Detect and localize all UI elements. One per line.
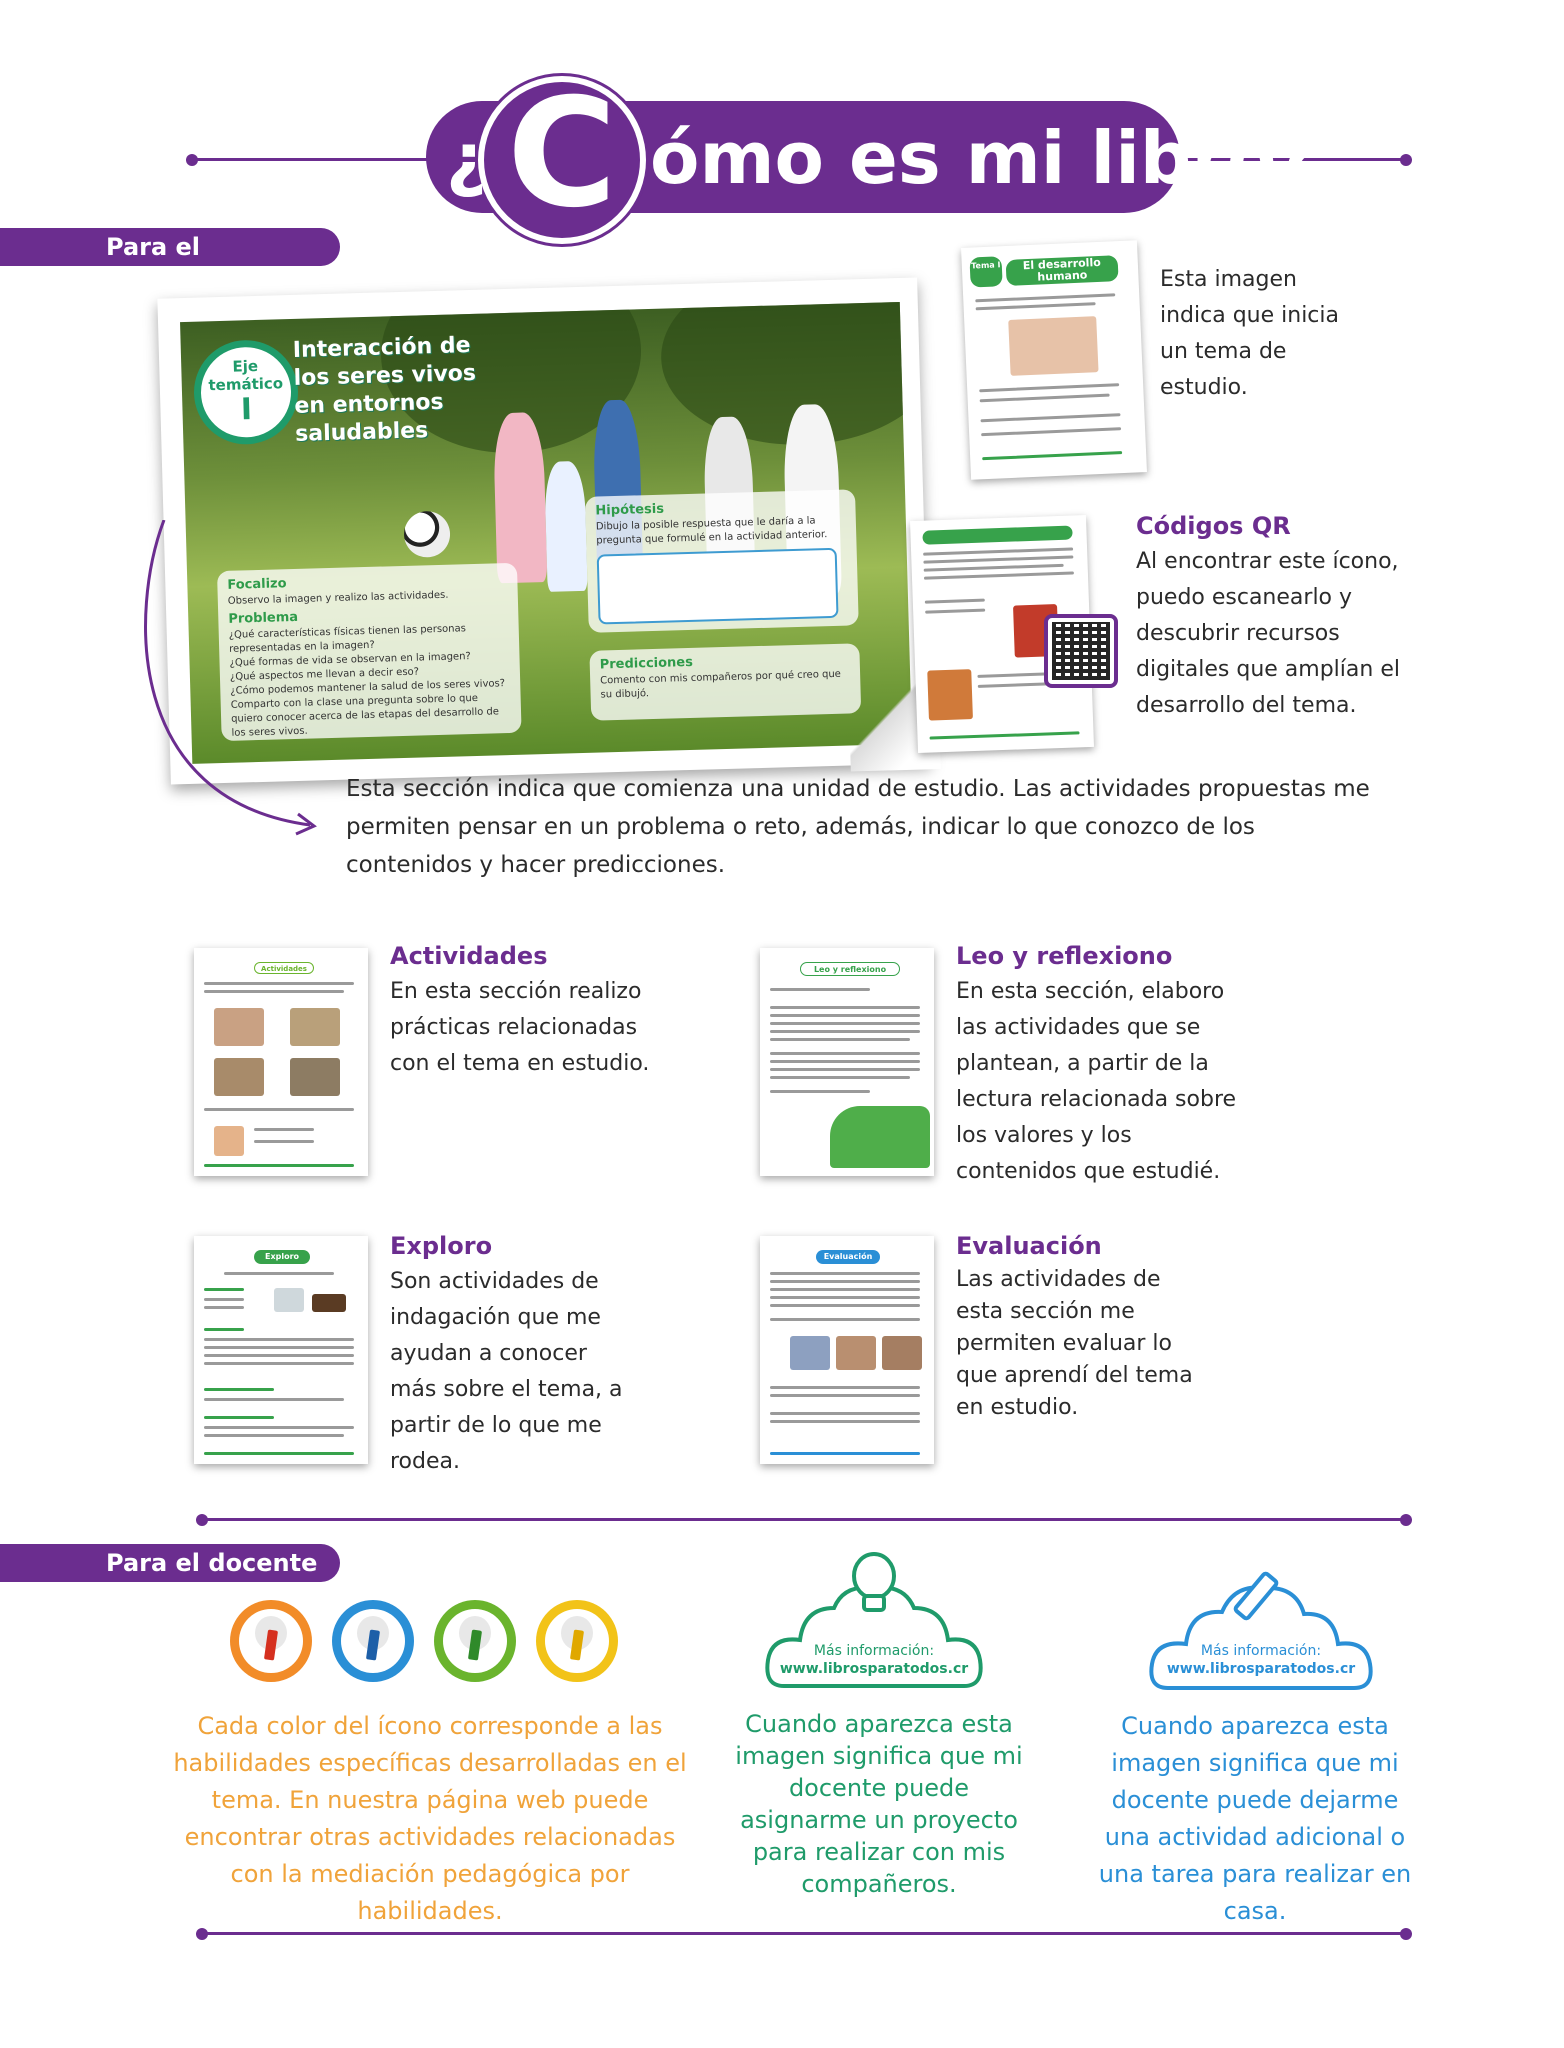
text-line: [770, 1288, 920, 1291]
photo-foliage: [659, 302, 912, 449]
text-line: [770, 1412, 920, 1415]
homework-description: Cuando aparezca esta imagen significa que mi docente puede dejarme una actividad adicional o una tarea para realizar en casa.: [1098, 1712, 1412, 1925]
unit-description: Esta sección indica que comienza una unidad de estudio. Las actividades propuestas me permiten pensar en un problema o reto, además, indicar lo que conozco de los contenidos y hacer predicciones.: [346, 776, 1370, 878]
leo-reflexiono-description: En esta sección, elaboro las actividades que se plantean, a partir de la lectura relacionada sobre los valores y los contenidos que estudié.: [956, 979, 1237, 1184]
text-line: [770, 1076, 910, 1079]
activity-photo: [290, 1008, 340, 1046]
focalizo-text: Observo la imagen y realizo las actividades.: [227, 589, 449, 607]
text-line: [770, 1280, 920, 1283]
text-line: [204, 982, 354, 985]
text-line: [770, 1068, 920, 1071]
text-line: [770, 1090, 870, 1093]
text-line: [204, 1362, 354, 1365]
tema-description: Esta imagen indica que inicia un tema de estudio.: [1160, 267, 1339, 400]
text-line: [254, 1140, 314, 1143]
evaluation-photo: [836, 1336, 876, 1370]
text-line: [204, 1398, 344, 1401]
activity-photo: [214, 1008, 264, 1046]
text-line: [204, 1452, 354, 1455]
exploro-thumb-header: Exploro: [254, 1250, 310, 1264]
text-line: [770, 1420, 920, 1423]
tema-thumb-title: El desarrollo humano: [1006, 255, 1119, 286]
qr-description: Al encontrar este ícono, puedo escanearlo y descubrir recursos digitales que amplían el desarrollo del tema.: [1136, 549, 1400, 718]
leo-thumb-header: Leo y reflexiono: [800, 962, 900, 976]
text-line: [204, 1108, 354, 1111]
homework-cloud-url: www.librosparatodos.cr: [1166, 1661, 1356, 1677]
curved-arrow-icon: [130, 520, 330, 860]
text-line: [770, 1006, 920, 1009]
title-initial: C: [506, 67, 618, 241]
green-pencil-icon: [434, 1600, 516, 1682]
bottom-divider-right-dot: [1400, 1928, 1412, 1940]
page-title: ómo es mi libro?: [650, 116, 1319, 200]
exploro-thumbnail: [194, 1236, 368, 1464]
project-cloud-line1: Más información:: [813, 1643, 935, 1659]
text-line: [204, 1306, 244, 1309]
text-line: [930, 731, 1080, 739]
predicciones-panel: [589, 643, 861, 721]
yellow-pencil-icon: [536, 1600, 618, 1682]
text-line: [770, 1452, 920, 1455]
hipotesis-text: Dibujo la posible respuesta que le daría a la pregunta que formulé en la actividad anterior.: [595, 515, 828, 547]
text-line: [981, 413, 1121, 422]
text-line: [770, 1386, 920, 1389]
header-line-left: [192, 158, 442, 161]
text-line: [770, 1272, 920, 1275]
text-line: [770, 1304, 920, 1307]
qr-code-pattern: [1052, 622, 1110, 680]
orange-pencil-icon: [230, 1600, 312, 1682]
eje-label: Eje temático: [208, 356, 284, 395]
evaluacion-thumb-header: Evaluación: [816, 1250, 880, 1264]
actividades-thumbnail: [194, 948, 368, 1176]
hipotesis-heading: Hipótesis: [595, 501, 665, 519]
exploro-description: Son actividades de indagación que me ayudan a conocer más sobre el tema, a partir de lo que me rodea.: [390, 1269, 623, 1474]
text-line: [204, 1434, 344, 1437]
text-line: [204, 990, 344, 993]
text-line: [770, 1030, 920, 1033]
text-line: [204, 1338, 354, 1341]
leo-reflexiono-thumbnail: [760, 948, 934, 1176]
project-description: Cuando aparezca esta imagen significa que mi docente puede asignarme un proyecto para realizar con mis compañeros.: [735, 1710, 1023, 1898]
text-line: [204, 1288, 244, 1291]
text-line: [923, 547, 1073, 555]
soil-image: [312, 1294, 346, 1312]
exploro-heading: Exploro: [390, 1232, 493, 1260]
text-line: [204, 1346, 354, 1349]
divider-right-dot: [1400, 1514, 1412, 1526]
evaluation-photo: [790, 1336, 830, 1370]
text-line: [204, 1388, 274, 1391]
problema-item: Comparto con la clase una pregunta sobre lo que quiero conocer acerca de las etapas del desarrollo de los seres vivos.: [230, 692, 500, 739]
qr-code-icon[interactable]: [1044, 614, 1118, 688]
qr-thumb-header: [922, 525, 1072, 544]
text-line: [204, 1298, 244, 1301]
problema-item: ¿Cómo podemos mantener la salud de los seres vivos?: [230, 678, 506, 697]
text-line: [924, 564, 1064, 572]
eje-number: I: [240, 392, 253, 428]
text-line: [204, 1164, 354, 1167]
text-line: [979, 383, 1119, 392]
problema-item: ¿Qué características físicas tienen las personas representadas en la imagen?: [228, 623, 467, 655]
text-line: [975, 293, 1115, 302]
section-divider: [202, 1518, 1406, 1521]
teacher-section-tab: Para el docente: [0, 1544, 340, 1582]
icons-description: Cada color del ícono corresponde a las habilidades específicas desarrolladas en el tema. En nuestra página web puede encontrar otras actividades relacionadas con la mediación pedagógica por habilidades.: [173, 1712, 687, 1925]
student-section-tab: Para el estudiante: [0, 228, 340, 266]
text-line: [204, 1354, 354, 1357]
text-line: [924, 571, 1074, 579]
actividades-heading: Actividades: [390, 942, 548, 970]
text-line: [770, 988, 870, 991]
homework-cloud-line1: Más información:: [1200, 1643, 1322, 1659]
tema-page-thumbnail: [961, 240, 1147, 479]
activity-photo: [290, 1058, 340, 1096]
focalizo-heading: Focalizo: [227, 576, 287, 593]
project-cloud-url: www.librosparatodos.cr: [779, 1661, 969, 1677]
predicciones-heading: Predicciones: [599, 654, 694, 673]
homework-cloud-icon: [1148, 1554, 1374, 1700]
text-line: [770, 1052, 920, 1055]
text-line: [770, 1296, 920, 1299]
drawing-box: [597, 548, 839, 625]
text-line: [770, 1014, 920, 1017]
jars-image: [274, 1288, 304, 1312]
text-line: [980, 394, 1110, 403]
actividades-thumb-header: Actividades: [254, 962, 314, 974]
evaluacion-thumbnail: [760, 1236, 934, 1464]
leo-reflexiono-heading: Leo y reflexiono: [956, 942, 1173, 970]
activity-photo: [214, 1058, 264, 1096]
text-line: [770, 1318, 920, 1321]
crocodile-illustration: [830, 1106, 930, 1168]
hipotesis-panel: [585, 489, 859, 632]
header-line-right-dot: [1400, 154, 1412, 166]
text-line: [925, 609, 985, 614]
pencil-cloud-icon: [1148, 1554, 1374, 1700]
text-line: [224, 1272, 334, 1275]
text-line: [770, 1022, 920, 1025]
actividades-description: En esta sección realizo prácticas relacionadas con el tema en estudio.: [390, 979, 650, 1076]
text-line: [976, 302, 1096, 310]
predicciones-text: Comento con mis compañeros por qué creo que su dibujó.: [600, 668, 842, 701]
problema-item: ¿Qué formas de vida se observan en la imagen?: [229, 651, 471, 669]
text-line: [204, 1328, 244, 1331]
blue-pencil-icon: [332, 1600, 414, 1682]
text-line: [254, 1128, 314, 1131]
text-line: [981, 427, 1121, 436]
title-question-mark: ¿: [446, 118, 487, 200]
problema-heading: Problema: [228, 609, 299, 627]
unit-title: Interacción de los seres vivos en entornos saludables: [292, 332, 477, 447]
evaluacion-heading: Evaluación: [956, 1232, 1102, 1260]
text-line: [204, 1416, 274, 1419]
bottom-divider: [202, 1932, 1406, 1935]
evaluacion-description: Las actividades de esta sección me permiten evaluar lo que aprendí del tema en estudio.: [956, 1267, 1193, 1420]
text-line: [770, 1038, 910, 1041]
evaluation-photo: [882, 1336, 922, 1370]
project-cloud-icon: [764, 1548, 984, 1698]
problema-item: ¿Qué aspectos me llevan a decir eso?: [229, 666, 420, 683]
text-line: [982, 451, 1122, 460]
text-line: [770, 1394, 920, 1397]
photo-person: [544, 461, 588, 592]
eje-tematico-badge: [193, 339, 300, 446]
text-line: [923, 555, 1073, 563]
child-image: [927, 669, 973, 721]
soccer-ball: [403, 511, 450, 558]
text-line: [770, 1060, 920, 1063]
tema-badge: Tema I: [969, 256, 1002, 287]
text-line: [925, 599, 985, 604]
photo-person: [493, 412, 548, 583]
baby-photo: [214, 1126, 244, 1156]
text-line: [204, 1426, 354, 1429]
qr-heading: Códigos QR: [1136, 512, 1291, 540]
baby-hand-image: [1008, 316, 1098, 376]
